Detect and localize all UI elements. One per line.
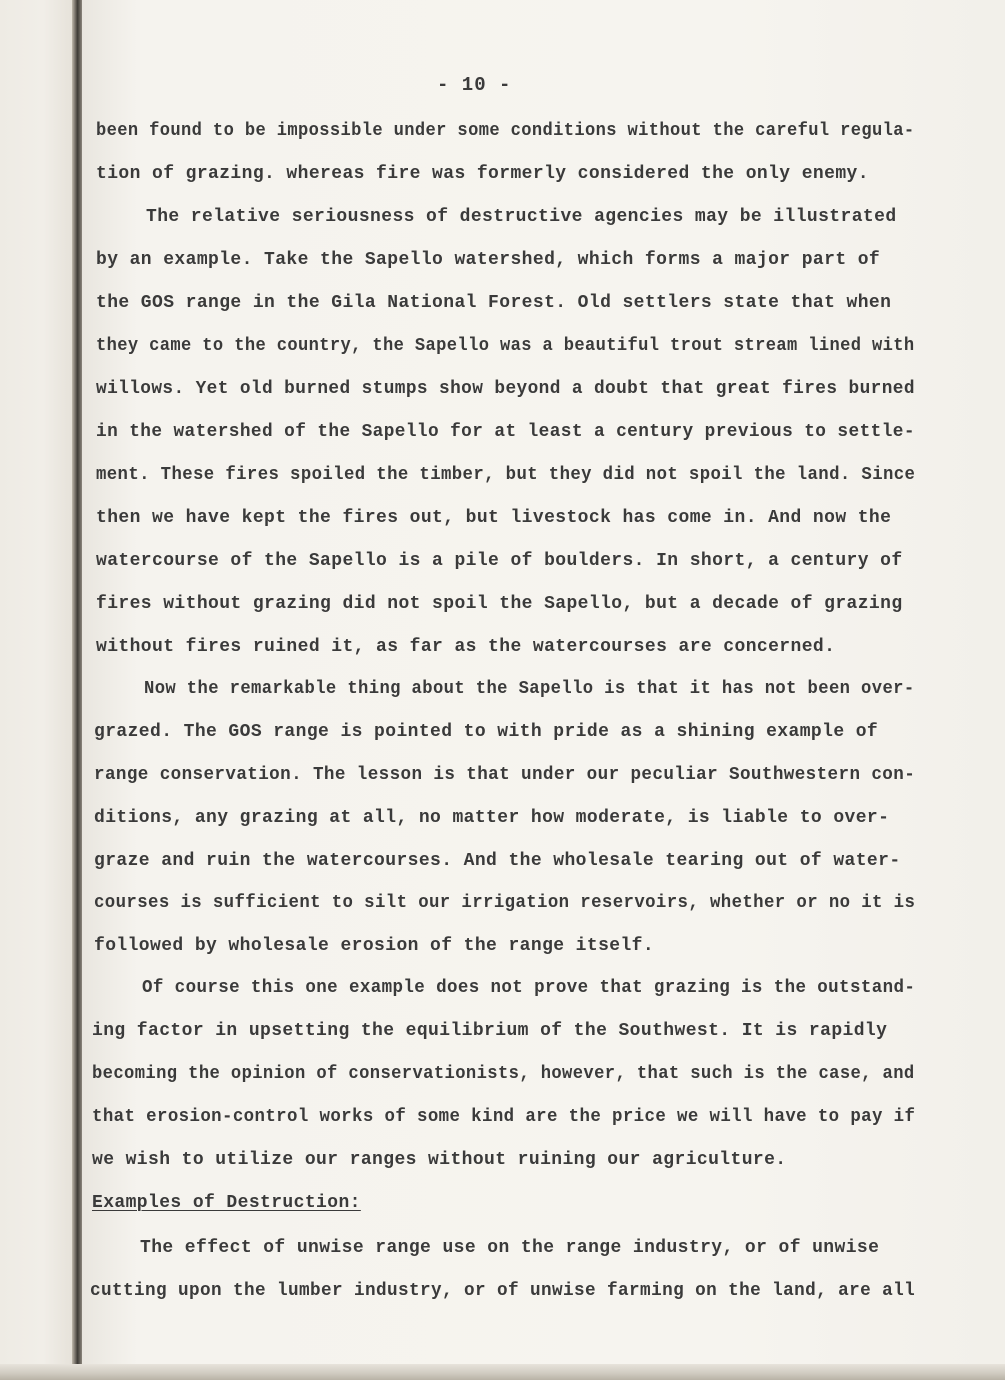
text-line: courses is sufficient to silt our irrigation reservoirs, whether or no it is <box>94 893 916 913</box>
page-number: - 10 - <box>437 74 512 96</box>
paragraph-start-line: The relative seriousness of destructive agencies may be illustrated <box>146 207 897 227</box>
text-line: in the watershed of the Sapello for at least a century previous to settle- <box>96 422 915 442</box>
text-line: then we have kept the fires out, but livestock has come in. And now the <box>96 508 892 528</box>
paragraph-start-line: Of course this one example does not prove that grazing is the outstand- <box>142 978 916 998</box>
text-line: without fires ruined it, as far as the watercourses are concerned. <box>96 637 836 657</box>
paragraph-start-line: Now the remarkable thing about the Sapello is that it has not been over- <box>144 679 915 699</box>
text-line: becoming the opinion of conservationists, however, that such is the case, and <box>92 1064 915 1084</box>
book-gutter <box>72 0 82 1380</box>
text-line: tion of grazing. whereas fire was formerly considered the only enemy. <box>96 164 869 184</box>
text-line: that erosion-control works of some kind are the price we will have to pay if <box>92 1107 916 1127</box>
facing-page-edge <box>0 0 72 1380</box>
text-line: range conservation. The lesson is that under our peculiar Southwestern con- <box>94 765 916 785</box>
text-line: by an example. Take the Sapello watershed, which forms a major part of <box>96 250 881 270</box>
text-line: willows. Yet old burned stumps show beyond a doubt that great fires burned <box>96 379 915 399</box>
text-line: graze and ruin the watercourses. And the wholesale tearing out of water- <box>94 851 901 871</box>
section-heading: Examples of Destruction: <box>92 1193 361 1213</box>
text-line: watercourse of the Sapello is a pile of boulders. In short, a century of <box>96 551 903 571</box>
text-line: grazed. The GOS range is pointed to with pride as a shining example of <box>94 722 879 742</box>
text-line: followed by wholesale erosion of the range itself. <box>94 936 655 956</box>
text-line: we wish to utilize our ranges without ruining our agriculture. <box>92 1150 787 1170</box>
text-line: cutting upon the lumber industry, or of unwise farming on the land, are all <box>90 1281 916 1301</box>
text-line: the GOS range in the Gila National Forest. Old settlers state that when <box>96 293 892 313</box>
text-line: fires without grazing did not spoil the Sapello, but a decade of grazing <box>96 594 903 614</box>
text-line: ment. These fires spoiled the timber, but they did not spoil the land. Since <box>96 465 916 485</box>
text-line: been found to be impossible under some conditions without the careful regula- <box>96 121 915 141</box>
paragraph-start-line: The effect of unwise range use on the range industry, or of unwise <box>140 1238 880 1258</box>
text-line: they came to the country, the Sapello was a beautiful trout stream lined with <box>96 336 915 356</box>
page-bottom-edge <box>0 1364 1005 1380</box>
text-line: ditions, any grazing at all, no matter how moderate, is liable to over- <box>94 808 890 828</box>
text-line: ing factor in upsetting the equilibrium of the Southwest. It is rapidly <box>92 1021 888 1041</box>
